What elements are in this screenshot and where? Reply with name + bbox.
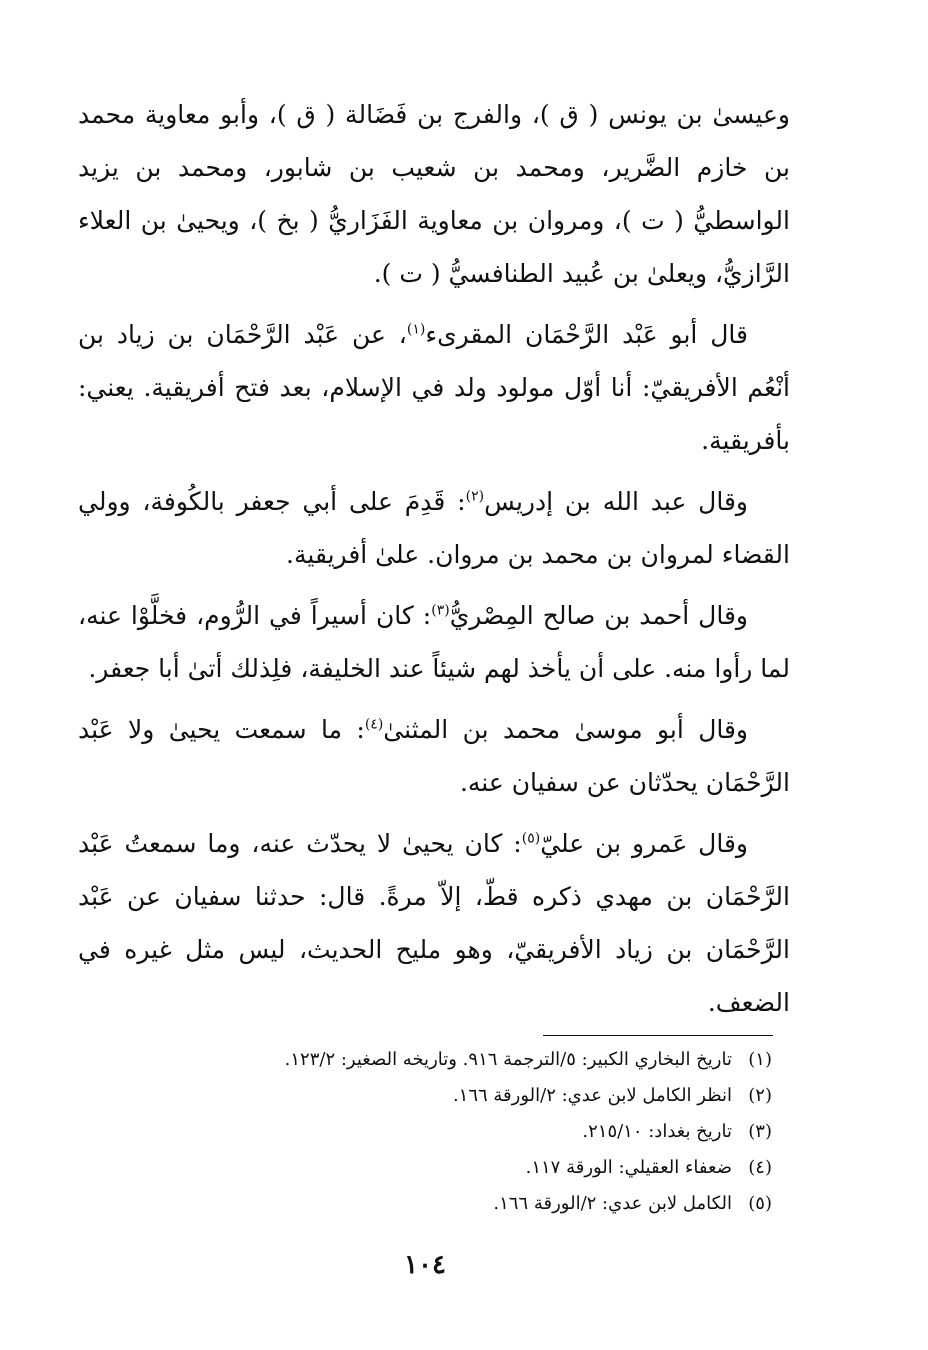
page-number: ١٠٤ [404, 1250, 446, 1280]
footnote-ref-2: (٢) [465, 488, 485, 505]
footnote-text: ضعفاء العقيلي: الورقة ١١٧. [525, 1157, 732, 1178]
footnote-number: (٥) [748, 1193, 772, 1214]
footnote-text: الكامل لابن عدي: ٢/الورقة ١٦٦. [493, 1193, 732, 1214]
paragraph-5: وقال أبو موسىٰ محمد بن المثنىٰ$^{(٤)}$: ما سمعت يحيىٰ ولا عَبْد الرَّحْمَان يحدّثان عن سفيان عنه. [78, 715, 790, 797]
footnote-number: (١) [748, 1049, 772, 1070]
footnote-divider [543, 1035, 773, 1036]
main-text [78, 88, 790, 1037]
paragraph-2: قال أبو عَبْد الرَّحْمَان المقرىء$^{(١)}$، عن عَبْد الرَّحْمَان بن زياد بن أنْعُم الأفريقيّ: أنا أوّل مولود ولد في الإسلام، بعد فتح أفريقية. يعني: بأفريقية. [78, 320, 790, 455]
footnote-ref-1: (١) [406, 321, 426, 338]
footnote-3 [160, 1114, 772, 1150]
footnote-4 [160, 1150, 772, 1186]
footnote-ref-4: (٤) [364, 716, 384, 733]
paragraph-3: وقال عبد الله بن إدريس$^{(٢)}$: قَدِمَ على أبي جعفر بالكُوفة، وولي القضاء لمروان بن محمد بن مروان. علىٰ أفريقية. [78, 487, 790, 569]
paragraph-1: وعيسىٰ بن يونس ( ق )، والفرج بن فَضَالة ( ق )، وأبو معاوية محمد بن خازم الضَّرير، ومحمد بن شعيب بن شابور، ومحمد بن يزيد الواسطيُّ ( ت )، ومروان بن معاوية الفَزَاريُّ ( بخ )، ويحيىٰ بن العلاء الرَّازيُّ، ويعلىٰ بن عُبيد الطنافسيُّ ( ت ). [78, 100, 790, 288]
footnote-number: (٢) [748, 1085, 772, 1106]
paragraph-4: وقال أحمد بن صالح المِصْريُّ$^{(٣)}$: كان أسيراً في الرُّوم، فخلَّوْا عنه، لما رأوا منه. على أن يأخذ لهم شيئاً عند الخليفة، فلِذلك أتىٰ أبا جعفر. [78, 601, 790, 683]
footnote-number: (٣) [748, 1121, 772, 1142]
footnote-text: تاريخ بغداد: ٢١٥/١٠. [582, 1121, 732, 1142]
paragraph-6: وقال عَمرو بن عليّ$^{(٥)}$: كان يحيىٰ لا يحدّث عنه، وما سمعتُ عَبْد الرَّحْمَان بن مهدي ذكره قطّ، إلاّ مرةً. قال: حدثنا سفيان عن عَبْد الرَّحْمَان بن زياد الأفريقيّ، وهو مليح الحديث، ليس مثل غيره في الضعف. [78, 829, 790, 1017]
footnote-1 [160, 1042, 772, 1078]
footnote-5 [160, 1186, 772, 1222]
footnote-ref-5: (٥) [521, 830, 541, 847]
footnote-text: انظر الكامل لابن عدي: ٢/الورقة ١٦٦. [452, 1085, 732, 1106]
footnote-number: (٤) [748, 1157, 772, 1178]
footnote-2 [160, 1078, 772, 1114]
footnote-ref-3: (٣) [431, 602, 450, 619]
footnotes [160, 1042, 772, 1222]
footnote-text: تاريخ البخاري الكبير: ٥/الترجمة ٩١٦. وتاريخه الصغير: ١٢٣/٢. [284, 1049, 732, 1070]
